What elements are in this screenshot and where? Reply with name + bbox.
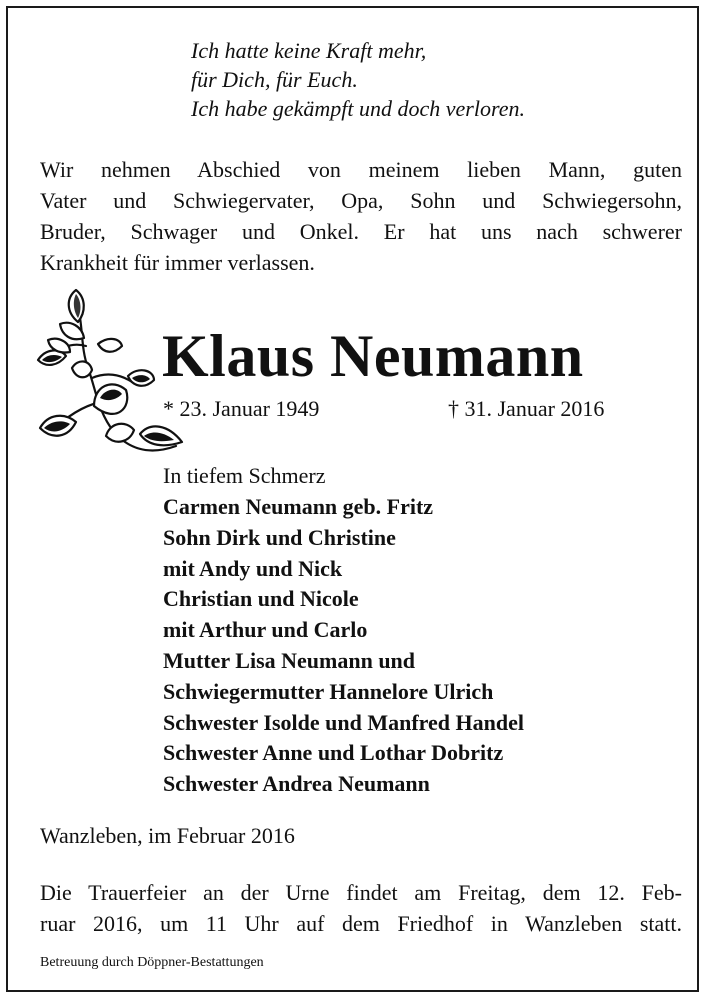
mourner-entry: Sohn Dirk und Christine xyxy=(163,524,396,550)
mourner-entry: mit Arthur und Carlo xyxy=(163,617,368,643)
obituary-frame xyxy=(6,6,699,992)
mourners-intro: In tiefem Schmerz xyxy=(163,463,326,488)
poem-line: Ich hatte keine Kraft mehr, xyxy=(191,38,427,63)
mourner-entry: Christian und Nicole xyxy=(163,586,359,612)
undertaker-credit: Betreuung durch Döppner-Bestattungen xyxy=(40,955,264,970)
mourner-entry: Schwester Anne und Lothar Dobritz xyxy=(163,740,504,766)
service-line: Die Trauerfeier an der Urne findet am Freitag, dem 12. Feb- xyxy=(40,880,682,905)
mourner-entry: mit Andy und Nick xyxy=(163,555,343,581)
birth-date: * 23. Januar 1949 xyxy=(163,396,320,421)
deceased-name: Klaus Neumann xyxy=(162,323,584,389)
mourner-entry: Carmen Neumann geb. Fritz xyxy=(163,494,434,519)
poem-line: für Dich, für Euch. xyxy=(191,67,358,92)
mourners-list xyxy=(163,492,524,800)
farewell-line: Krankheit für immer verlassen. xyxy=(40,250,315,275)
poem xyxy=(191,36,525,123)
place-date: Wanzleben, im Februar 2016 xyxy=(40,823,295,848)
mourner-entry: Schwester Andrea Neumann xyxy=(163,771,430,797)
mourner-entry: Mutter Lisa Neumann und xyxy=(163,647,416,673)
mourner-entry: Schwester Isolde und Manfred Handel xyxy=(163,709,525,735)
farewell-line: Wir nehmen Abschied von meinem lieben Mann, guten xyxy=(40,157,682,182)
poem-line: Ich habe gekämpft und doch verloren. xyxy=(191,96,525,121)
farewell-line: Bruder, Schwager und Onkel. Er hat uns nach schwerer xyxy=(40,219,682,244)
farewell-text xyxy=(40,154,682,278)
service-line: ruar 2016, um 11 Uhr auf dem Friedhof in Wanzleben statt. xyxy=(40,911,682,936)
mourner-entry: Schwiegermutter Hannelore Ulrich xyxy=(163,678,494,704)
death-date: † 31. Januar 2016 xyxy=(448,396,605,421)
funeral-service-notice xyxy=(40,877,682,939)
farewell-line: Vater und Schwiegervater, Opa, Sohn und Schwiegersohn, xyxy=(40,188,682,213)
